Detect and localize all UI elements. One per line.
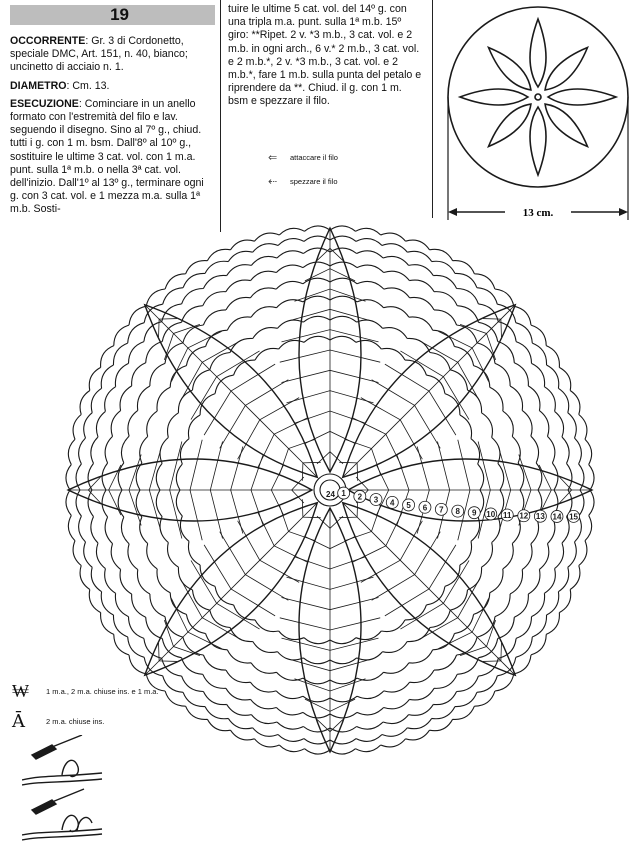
schematic-outline: [448, 7, 628, 187]
chart-round-numbers: [338, 487, 580, 522]
chart-round-label: 15: [569, 512, 579, 522]
chart-round-label: 4: [390, 498, 395, 508]
symbol-legend-text: 2 m.a. chiuse ins.: [46, 716, 105, 726]
crochet-chart: [60, 215, 620, 755]
chart-round-label: 9: [472, 508, 477, 518]
schematic-petal: [460, 89, 528, 105]
symbol-legend: [12, 676, 159, 736]
legend-attach: [268, 145, 338, 169]
schematic-petal: [530, 107, 546, 175]
pattern-number-box: [10, 5, 215, 25]
chart-round-label: 11: [503, 510, 512, 520]
pattern-text-left: [10, 5, 215, 222]
cut-arrow-icon: ⇠: [268, 175, 278, 188]
chart-round-label: 14: [552, 512, 562, 522]
chart-center-number: 24: [326, 490, 335, 499]
diameter-measure-label: 13 cm.: [522, 207, 554, 219]
decrease-symbol-icon: Ā: [12, 710, 25, 732]
chart-round-label: 3: [373, 495, 379, 505]
symbol-legend-row: [12, 676, 159, 706]
symbol-legend-text: 1 m.a., 2 m.a. chiuse ins. e 1 m.a.: [46, 686, 159, 696]
schematic-petal: [545, 48, 587, 90]
execution-text: : Cominciare in un anello formato con l'estremità del filo e lav. seguendo il disegno. Sino al 7º g., chiud. tutti i g. con 1 m. bsm. Dall'8º al 10º g., sostituire le ultime 3 cat. vol. con 1 m.a. punt. sulla 1ª m.b. o nella 3ª cat. vol. dell'inizio. Dall'1º al 13º g., terminare ogni g. con 3 cat. vol. e 1 mezza m.a. sulla 1ª m.b. Sosti-: [10, 97, 204, 216]
symbol-legend-row: [12, 706, 159, 736]
schematic-petal: [530, 19, 546, 87]
chart-round-label: 8: [455, 507, 460, 517]
chart-round-label: 2: [357, 492, 363, 502]
cluster-symbol-icon: ₩: [12, 680, 29, 702]
flower-schematic: [443, 0, 640, 225]
schematic-petal: [489, 104, 531, 146]
schematic-center: [535, 94, 541, 100]
chart-round-label: 13: [535, 512, 545, 522]
middle-text: tuire le ultime 5 cat. vol. del 14º g. con una tripla m.a. punt. sulla 1ª m.b. 15º giro: **Ripet. 2 v. *3 m.b., 3 cat. vol. e 2 m.b. in ogni arch., 6 v.* 2 m.b., 3 cat. vol. e 2 m.b.*, 2 v. *3 m.b., 3 cat. vol. e 2 m.b.*, fare 1 m.b. sulla punta del petalo e riprendere da **. Chiud. il g. con 1 m. bsm e spezzare il filo.: [228, 3, 422, 108]
schematic-petal: [548, 89, 616, 105]
materials-paragraph: [10, 35, 215, 75]
materials-text: : Gr. 3 di Cordonetto, speciale DMC, Art. 151, n. 40, bianco; uncinetto di acciaio n. 1.: [10, 35, 188, 74]
legend-cut: [268, 169, 338, 193]
chart-round-label: 7: [439, 505, 444, 515]
schematic-petals: [460, 19, 616, 175]
diameter-label: DIAMETRO: [10, 79, 67, 92]
chart-round-label: 1: [341, 489, 346, 499]
execution-paragraph: [10, 98, 215, 217]
diameter-text: : Cm. 13.: [66, 79, 110, 92]
chart-round-label: 6: [422, 503, 428, 513]
legend-attach-label: attaccare il filo: [290, 152, 338, 162]
materials-label: OCCORRENTE: [10, 35, 86, 47]
chart-round-label: 5: [406, 500, 411, 510]
schematic-petal: [489, 48, 531, 90]
column-divider-left: [220, 0, 221, 232]
stitch-illustrations: [22, 735, 112, 845]
chart-round-label: 10: [486, 509, 496, 519]
column-divider-right: [432, 0, 433, 218]
legend-cut-label: spezzare il filo: [290, 176, 338, 186]
schematic-petal: [545, 104, 587, 146]
execution-label: ESECUZIONE: [10, 97, 79, 110]
thread-legend: [268, 145, 338, 193]
pattern-number: 19: [110, 5, 129, 24]
pattern-text-middle: [228, 3, 424, 114]
diameter-paragraph: [10, 80, 215, 93]
attach-arrow-icon: ⇐: [268, 151, 278, 164]
chart-round-label: 12: [519, 511, 529, 521]
